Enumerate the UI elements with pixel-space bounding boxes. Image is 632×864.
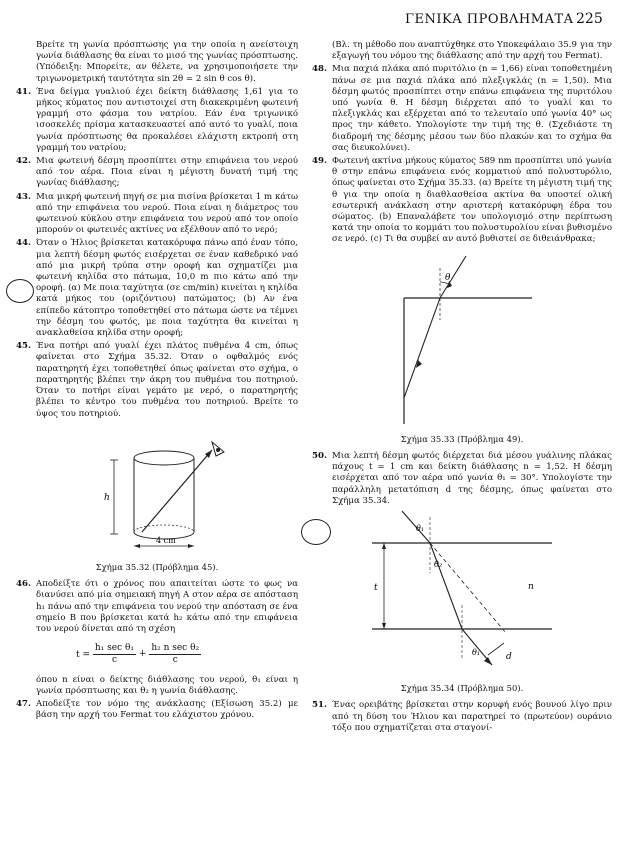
right-column (312, 40, 612, 736)
theta1-label: θ₁ (416, 524, 425, 534)
problem-47-continuation: (Βλ. τη μέθοδο που αναπτύχθηκε στο Υποκεφάλαιο 35.9 για την εξαγωγή του νόμου της διάθλασης από την αρχή του Fermat). (332, 40, 612, 62)
problem-46 (16, 579, 298, 635)
figure-35-34 (312, 509, 612, 694)
fraction1-denominator: c (111, 655, 117, 666)
problem-number: 44. (16, 238, 31, 249)
time-formula: t = h₁ sec θ₁ c + h₂ n sec θ₂ c (76, 643, 200, 666)
glass-diagram (16, 422, 298, 556)
problem-43 (16, 192, 298, 237)
problem-text: Μια μικρή φωτεινή πηγή σε μια πισίνα βρίσκεται 1 m κάτω από την επιφάνεια του νερού. Ποια είναι η διάμετρος του φωτεινού κύκλου στην επιφάνεια του νερού από τον οποίο μπορούν οι φωτεινές ακτίνες να εξέλθουν από το νερό; (36, 191, 298, 236)
figure-35-32 (16, 422, 298, 573)
problem-number: 47. (16, 698, 31, 709)
problem-48 (312, 64, 612, 154)
offset-line (488, 643, 504, 655)
undeviated-ray (430, 543, 506, 633)
problem-text: Μια φωτεινή δέσμη προσπίπτει στην επιφάνεια του νερού από τον αέρα. Ποια είναι η μέγιστη δυνατή τιμή της γωνίας διάθλασης; (36, 156, 298, 189)
page-number: 225 (576, 11, 603, 27)
index-label: n (528, 582, 534, 593)
problem-51 (312, 700, 612, 734)
problem-number: 49. (312, 156, 327, 167)
running-header: ΓΕΝΙΚΑ ΠΡΟΒΛΗΜΑΤΑ (405, 12, 574, 27)
problem-50 (312, 451, 612, 507)
problem-text: Μια παχιά πλάκα από πυριτόλιο (n = 1,66) είναι τοποθετημένη πάνω σε μια παχιά πλάκα από πλεξιγκλάς (n = 1,50). Μια δέσμη φωτός προσπίπτει στην επάνω επιφάνεια της πυριτόλου υπό γωνία θ. Η δέσμη διέρχεται από το γυαλί και το πλεξιγκλάς και εξέρχεται από το τελευταίο υπό γωνία 40° ως προς την κάθετο. Υπολογίστε την τιμή της θ. (Σχεδιάστε τη διαδρομή της δέσμης μέσου των δύο πλακών και το σχήμα θα σας διευκολύνει). (332, 64, 612, 153)
figure-caption: Σχήμα 35.32 (Πρόβλημα 45). (95, 561, 219, 572)
handwritten-circle-mark (301, 519, 331, 545)
width-label: 4 cm (156, 535, 176, 545)
problem-45 (16, 341, 298, 419)
problem-text: Φωτεινή ακτίνα μήκους κύματος 589 nm προσπίπτει υπό γωνία θ στην επάνω επιφάνεια ενός κομματιού από πολυστυρόλιο, όπως φαίνεται στο Σχήμα 35.33. (α) Βρείτε τη μέγιστη τιμή της θ για την οποία η διαθλασθείσα ακτίνα θα υποστεί ολική εσωτερική ανάκλαση στην αριστερή κατακόρυφη έδρα του σώματος. (b) Επαναλάβετε τον υπολογισμό στην περίπτωση κατά την οποία το κομμάτι του πολυστυρολίου είναι βυθισμένο σε νερό. (c) Τι θα συμβεί αν αυτό βυθιστεί σε διθειάνθρακα; (332, 156, 612, 245)
fraction1-numerator: h₁ sec θ₁ (93, 643, 136, 655)
problem-text: Αποδείξτε ότι ο χρόνος που απαιτείται ώστε το φως να διανύσει από μία σημειακή πηγή A στον αέρα σε απόσταση h₁ πάνω από την επιφάνεια του νερού την απόσταση σε ένα σημείο B που βρίσκεται κατά h₂ κάτω από την επιφάνεια του νερού δίνεται από τη σχέση (36, 579, 298, 634)
problem-46-after-formula: όπου n είναι ο δείκτης διάθλασης του νερού, θ₁ είναι η γωνία πρόσπτωσης και θ₂ η γωνία διάθλασης. (36, 674, 298, 696)
fraction2-numerator: h₂ n sec θ₂ (149, 643, 201, 655)
problem-47 (16, 699, 298, 721)
height-label: h (104, 492, 110, 503)
problem-44 (16, 238, 298, 339)
problem-number: 42. (16, 156, 31, 167)
problem-number: 51. (312, 700, 327, 711)
polystyrene-diagram (312, 248, 612, 428)
problem-number: 45. (16, 341, 31, 352)
problem-text: Ένας ορειβάτης βρίσκεται στην κορυφή ενός βουνού λίγο πριν από τη δύση του Ήλιου και παρατηρεί το (πρωτεύον) ουράνιο τόξο που σχηματίζεται στα σταγονί- (332, 700, 612, 733)
offset-label: d (506, 652, 512, 663)
problem-number: 43. (16, 191, 31, 202)
figure-caption: Σχήμα 35.33 (Πρόβλημα 49). (400, 433, 524, 444)
problem-number: 50. (312, 451, 327, 462)
fraction2-denominator: c (172, 655, 178, 666)
glass-rim (134, 451, 194, 465)
formula-lhs: t = (76, 650, 93, 661)
figure-35-33 (312, 248, 612, 445)
problem-42 (16, 156, 298, 190)
problem-text: Αποδείξτε τον νόμο της ανάκλασης (Εξίσωση 35.2) με βάση την αρχή του Fermat του ελάχιστου χρόνου. (36, 698, 298, 721)
problem-40-continuation: Βρείτε τη γωνία πρόσπτωσης για την οποία η ανείστοιχη γωνία διάθλασης θα είναι το μισό της γωνίας πρόσπτωσης. (Υπόδειξη: Μπορείτε, αν θέλετε, να χρησιμοποιήσετε την τριγωνομετρική ταυτότητα sin 2θ = 2 sin θ cos θ). (36, 40, 298, 84)
ray-in-slab (430, 543, 462, 629)
problem-number: 48. (312, 64, 327, 75)
refracted-ray (404, 298, 440, 398)
theta1-bottom-label: θ₁ (472, 648, 481, 658)
thickness-label: t (374, 583, 378, 594)
theta-label: θ (445, 272, 451, 283)
problem-number: 46. (16, 579, 31, 590)
problem-41 (16, 87, 298, 154)
sight-ray (142, 450, 212, 532)
figure-caption: Σχήμα 35.34 (Πρόβλημα 50). (400, 683, 524, 694)
handwritten-circle-mark (6, 279, 34, 303)
theta2-label: θ₂ (434, 560, 443, 570)
problem-text: Ένα ποτήρι από γυαλί έχει πλάτος πυθμένα 4 cm, όπως φαίνεται στο Σχήμα 35.32. Όταν ο οφθαλμός ενός παρατηρητή έχει τοποθετηθεί όπως φαίνεται στο σχήμα, ο παρατηρητής βλέπει την άκρη του πυθμένα του ποτηριού. Όταν το ποτήρι είναι γεμάτο με νερό, ο παρατηρητής βλέπει το κέντρο του πυθμένα του ποτηριού. Βρείτε το ύψος του ποτηριού. (36, 341, 298, 419)
left-column (16, 40, 298, 723)
problem-text: Όταν ο Ήλιος βρίσκεται κατακόρυφα πάνω από έναν τόπο, μια λεπτή δέσμη φωτός εισέρχεται σε έναν καθεδρικό ναό από μια μικρή τρύπα στην οροφή και σχηματίζει μια φωτεινή κηλίδα στο πάτωμα, 10,0 m πιο κάτω από την οροφή. (α) Με ποια ταχύτητα (σε cm/min) κινείται η κηλίδα κατά μήκος του (οριζόντιου) πατώματος; (b) Αν ένα επίπεδο κάτοπτρο τοποθετηθεί στο πάτωμα ώστε να τέμνει την δέσμη του φωτός, με ποια ταχύτητα θα κινείται η ανακλαθείσα κηλίδα στην οροφή; (36, 238, 298, 339)
glass-slab-diagram (312, 509, 612, 677)
problem-number: 41. (16, 86, 31, 97)
problem-text: Μια λεπτή δέσμη φωτός διέρχεται διά μέσου γυάλινης πλάκας πάχους t = 1 cm και δείκτη διάθλασης n = 1,52. Η δέσμη εισέρχεται από τον αέρα υπό γωνία θ₁ = 30°. Υπολογίστε την παράλληλη μετατόπιση d της δέσμης, όπως φαίνεται στο Σχήμα 35.34. (332, 451, 612, 506)
problem-49 (312, 156, 612, 246)
incident-ray (440, 256, 466, 298)
problem-text: Ένα δείγμα γυαλιού έχει δείκτη διάθλασης 1,61 για το μήκος κύματος που αντιστοιχεί στη διακεκριμένη φωτεινή γραμμή στο φάσμα του νατρίου. Εάν ένα τριγωνικό ισοσκελές πρίσμα κατασκευαστεί από αυτό το γυαλί, ποια γωνία πρόσπτωσης θα προκαλέσει ελάχιστη εκτροπή στη γραμμή του νατρίου; (36, 86, 298, 153)
